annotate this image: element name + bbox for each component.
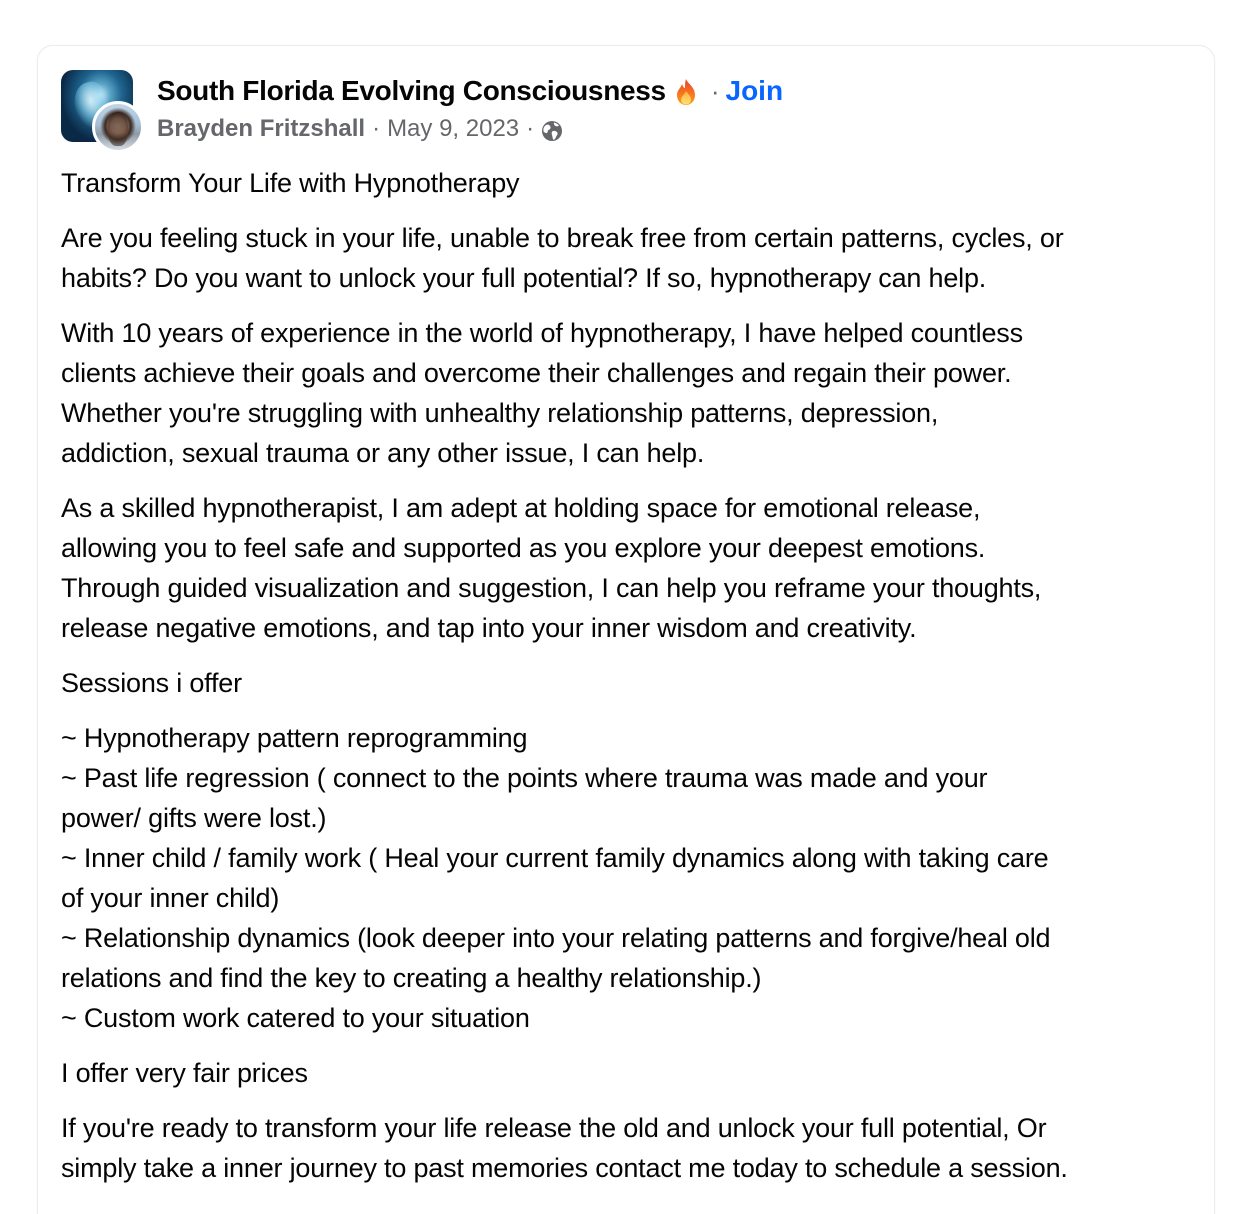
text-line: With 10 years of experience in the world of hypnotherapy, I have helped countless <box>61 318 1023 348</box>
text-line: ~ Custom work catered to your situation <box>61 1003 530 1033</box>
author-avatar[interactable] <box>92 101 144 153</box>
separator-dot: · <box>526 115 535 142</box>
text-line: Are you feeling stuck in your life, unable to break free from certain patterns, cycles, or <box>61 223 1064 253</box>
post-paragraph <box>61 1108 1201 1188</box>
separator-dot: · <box>710 76 720 106</box>
text-line: Transform Your Life with Hypnotherapy <box>61 168 520 198</box>
sessions-list <box>61 718 1201 1038</box>
separator-dot: · <box>372 115 381 142</box>
text-line: Sessions i offer <box>61 668 242 698</box>
post-paragraph <box>61 163 1201 203</box>
join-button[interactable]: Join <box>725 75 784 106</box>
text-line: Through guided visualization and suggestion, I can help you reframe your thoughts, <box>61 573 1042 603</box>
text-line: release negative emotions, and tap into your inner wisdom and creativity. <box>61 613 917 643</box>
post-paragraph <box>61 1053 1201 1093</box>
text-line: relations and find the key to creating a healthy relationship.) <box>61 963 762 993</box>
text-line: As a skilled hypnotherapist, I am adept at holding space for emotional release, <box>61 493 981 523</box>
post-paragraph <box>61 218 1201 298</box>
fire-icon <box>675 78 697 106</box>
post-title-line <box>157 73 783 109</box>
post-paragraph <box>61 488 1201 648</box>
text-line: habits? Do you want to unlock your full potential? If so, hypnotherapy can help. <box>61 263 987 293</box>
text-line: power/ gifts were lost.) <box>61 803 327 833</box>
post-paragraph <box>61 313 1201 473</box>
text-line: clients achieve their goals and overcome their challenges and regain their power. <box>61 358 1012 388</box>
post-body <box>61 163 1201 1203</box>
text-line: ~ Past life regression ( connect to the points where trauma was made and your <box>61 763 988 793</box>
text-line: of your inner child) <box>61 883 280 913</box>
text-line: I offer very fair prices <box>61 1058 308 1088</box>
text-line: ~ Hypnotherapy pattern reprogramming <box>61 723 528 753</box>
text-line: ~ Relationship dynamics (look deeper into your relating patterns and forgive/heal old <box>61 923 1051 953</box>
author-name-link[interactable]: Brayden Fritzshall <box>157 115 366 142</box>
text-line: If you're ready to transform your life release the old and unlock your full potential, Or <box>61 1113 1047 1143</box>
text-line: allowing you to feel safe and supported as you explore your deepest emotions. <box>61 533 986 563</box>
post-date-link[interactable]: May 9, 2023 <box>387 115 520 142</box>
post-header <box>61 69 1181 149</box>
avatar-group[interactable] <box>61 69 143 151</box>
post-meta <box>157 113 563 145</box>
text-line: simply take a inner journey to past memories contact me today to schedule a session. <box>61 1153 1068 1183</box>
globe-icon[interactable] <box>541 119 563 141</box>
group-name-link[interactable]: South Florida Evolving Consciousness <box>157 75 666 106</box>
text-line: addiction, sexual trauma or any other issue, I can help. <box>61 438 705 468</box>
post-paragraph <box>61 663 1201 703</box>
text-line: Whether you're struggling with unhealthy relationship patterns, depression, <box>61 398 939 428</box>
text-line: ~ Inner child / family work ( Heal your current family dynamics along with taking care <box>61 843 1049 873</box>
post-card <box>37 45 1215 1214</box>
